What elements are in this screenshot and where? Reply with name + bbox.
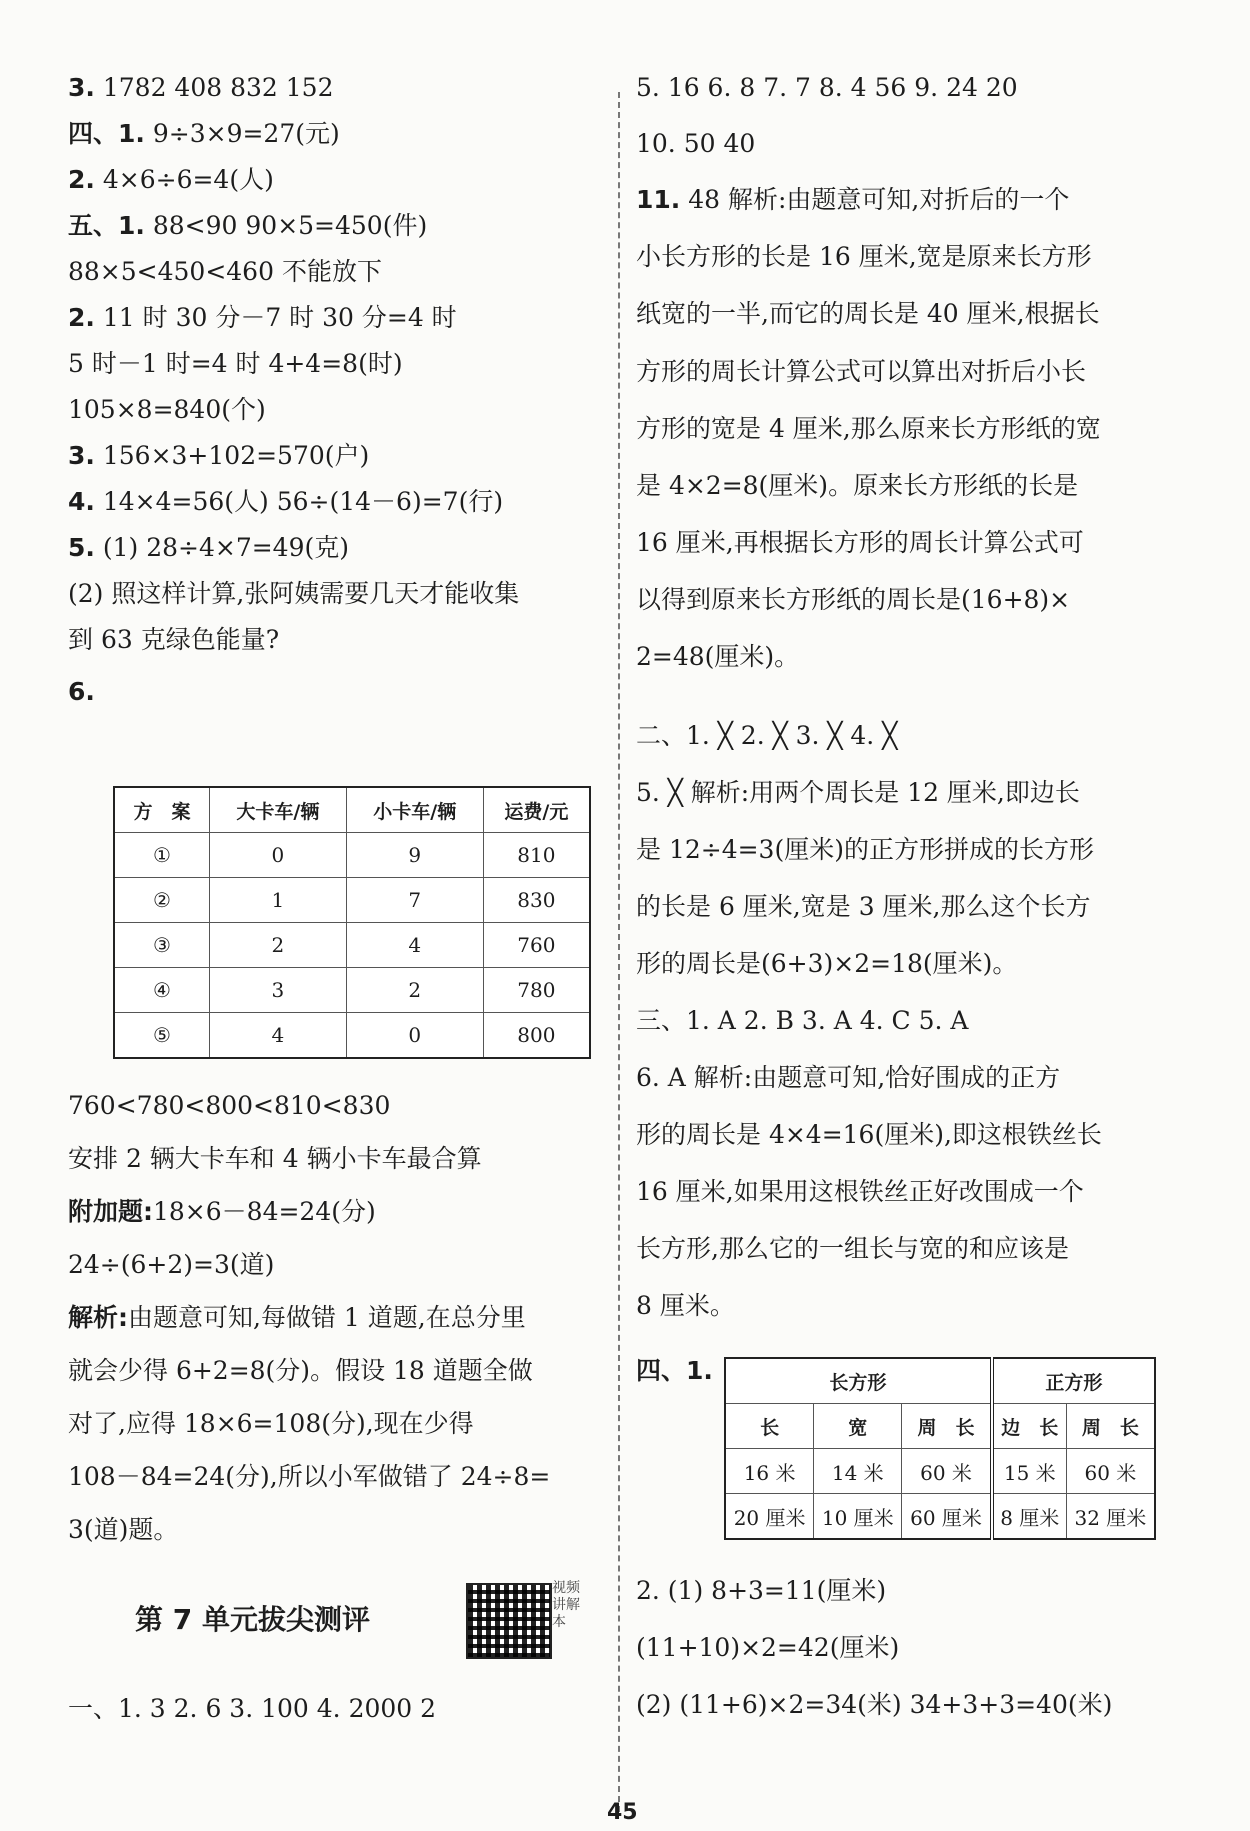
table-row — [114, 968, 590, 1013]
table-cell: 10 厘米 — [814, 1494, 902, 1540]
table-row — [114, 878, 590, 923]
table-cell: 830 — [483, 878, 590, 923]
answer-line: 形的周长是 4×4=16(厘米),即这根铁丝长 — [636, 1120, 1102, 1149]
table-cell: 16 米 — [725, 1449, 814, 1494]
table-cell: 14 米 — [814, 1449, 902, 1494]
table-cell: 800 — [483, 1013, 590, 1059]
table-cell: 1 — [209, 878, 346, 923]
table-cell: ④ — [114, 968, 209, 1013]
answer-line: 一、1. 3 2. 6 3. 100 4. 2000 2 — [68, 1694, 437, 1723]
shipping-plan-table — [113, 786, 591, 1059]
answer-line: 三、1. A 2. B 3. A 4. C 5. A — [636, 1006, 969, 1035]
table-cell: 0 — [346, 1013, 483, 1059]
rectangle-square-table — [724, 1357, 1156, 1540]
answer-line: 88×5<450<460 不能放下 — [68, 257, 382, 286]
answer-line: 105×8=840(个) — [68, 395, 266, 424]
answer-line: 安排 2 辆大卡车和 4 辆小卡车最合算 — [68, 1144, 482, 1173]
answer-line: 24÷(6+2)=3(道) — [68, 1250, 275, 1279]
answer-line: 五、1. 88<90 90×5=450(件) — [68, 211, 428, 240]
answer-line: 4. 14×4=56(人) 56÷(14－6)=7(行) — [68, 487, 504, 516]
table-row — [114, 1013, 590, 1059]
answer-line: 到 63 克绿色能量? — [68, 625, 280, 654]
answer-line: 四、1. 9÷3×9=27(元) — [68, 119, 340, 148]
table-cell: 9 — [346, 833, 483, 878]
table-cell: 4 — [346, 923, 483, 968]
answer-line: 2=48(厘米)。 — [636, 642, 800, 671]
table-cell: 4 — [209, 1013, 346, 1059]
answer-line: 5. ╳ 解析:用两个周长是 12 厘米,即边长 — [636, 778, 1080, 807]
answer-line: 8 厘米。 — [636, 1291, 735, 1320]
table-header-row — [725, 1358, 1155, 1404]
answer-line: 6. — [68, 677, 95, 706]
answer-line: 纸宽的一半,而它的周长是 40 厘米,根据长 — [636, 299, 1100, 328]
answer-line: (2) 照这样计算,张阿姨需要几天才能收集 — [68, 579, 520, 608]
table-cell: 3 — [209, 968, 346, 1013]
table-cell: 8 厘米 — [992, 1494, 1067, 1540]
table-row — [114, 833, 590, 878]
answer-line: 108－84=24(分),所以小军做错了 24÷8= — [68, 1462, 551, 1491]
qr-code-icon[interactable] — [466, 1583, 552, 1659]
answer-line: 方形的宽是 4 厘米,那么原来长方形纸的宽 — [636, 414, 1101, 443]
table-cell: 7 — [346, 878, 483, 923]
table-cell: 60 米 — [902, 1449, 992, 1494]
table-header: 大卡车/辆 — [209, 787, 346, 833]
answer-line: (2) (11+6)×2=34(米) 34+3+3=40(米) — [636, 1690, 1113, 1719]
qr-caption: 视频讲解本 — [552, 1580, 580, 1630]
answer-line: 对了,应得 18×6=108(分),现在少得 — [68, 1409, 474, 1438]
table-cell: 810 — [483, 833, 590, 878]
answer-line: 3. 1782 408 832 152 — [68, 73, 334, 102]
answer-line: 10. 50 40 — [636, 129, 756, 158]
answer-line: 3. 156×3+102=570(户) — [68, 441, 370, 470]
table-cell: ② — [114, 878, 209, 923]
answer-line: 附加题:18×6－84=24(分) — [68, 1197, 376, 1226]
answer-line: 3(道)题。 — [68, 1515, 179, 1544]
table-header-row — [114, 787, 590, 833]
answer-line: 形的周长是(6+3)×2=18(厘米)。 — [636, 949, 1018, 978]
answer-line: 16 厘米,如果用这根铁丝正好改围成一个 — [636, 1177, 1084, 1206]
answer-line: 2. 4×6÷6=4(人) — [68, 165, 274, 194]
table-header: 小卡车/辆 — [346, 787, 483, 833]
answer-line: 5 时－1 时=4 时 4+4=8(时) — [68, 349, 403, 378]
answer-line: 11. 48 解析:由题意可知,对折后的一个 — [636, 185, 1070, 214]
answer-line: 方形的周长计算公式可以算出对折后小长 — [636, 357, 1087, 386]
answer-line: 以得到原来长方形纸的周长是(16+8)× — [636, 585, 1071, 614]
answer-line: 二、1. ╳ 2. ╳ 3. ╳ 4. ╳ — [636, 721, 898, 750]
table-cell: ⑤ — [114, 1013, 209, 1059]
answer-line: 就会少得 6+2=8(分)。假设 18 道题全做 — [68, 1356, 533, 1385]
answer-line: 是 4×2=8(厘米)。原来长方形纸的长是 — [636, 471, 1079, 500]
table-group-header: 正方形 — [992, 1358, 1155, 1404]
answer-line: 5. 16 6. 8 7. 7 8. 4 56 9. 24 20 — [636, 73, 1018, 102]
table-cell: 2 — [346, 968, 483, 1013]
table-group-header: 长方形 — [725, 1358, 992, 1404]
table-cell: 2 — [209, 923, 346, 968]
answer-line: 解析:由题意可知,每做错 1 道题,在总分里 — [68, 1303, 526, 1332]
table-header: 周 长 — [1066, 1404, 1155, 1449]
table-header-row — [725, 1404, 1155, 1449]
table-cell: 780 — [483, 968, 590, 1013]
table-cell: 760 — [483, 923, 590, 968]
column-divider — [618, 92, 620, 1812]
table-cell: 32 厘米 — [1066, 1494, 1155, 1540]
answer-line: 小长方形的长是 16 厘米,宽是原来长方形 — [636, 242, 1092, 271]
table-cell: 15 米 — [992, 1449, 1067, 1494]
table-row — [114, 923, 590, 968]
table-cell: 60 厘米 — [902, 1494, 992, 1540]
table-header: 方 案 — [114, 787, 209, 833]
page-number: 45 — [607, 1800, 638, 1825]
answer-line: 是 12÷4=3(厘米)的正方形拼成的长方形 — [636, 835, 1094, 864]
answer-line: 6. A 解析:由题意可知,恰好围成的正方 — [636, 1063, 1061, 1092]
table-header: 长 — [725, 1404, 814, 1449]
answer-line: 2. 11 时 30 分－7 时 30 分=4 时 — [68, 303, 457, 332]
table-row — [725, 1449, 1155, 1494]
table-cell: 0 — [209, 833, 346, 878]
table-cell: ③ — [114, 923, 209, 968]
table-header: 边 长 — [992, 1404, 1067, 1449]
section-title: 第 7 单元拔尖测评 — [135, 1603, 370, 1636]
answer-line: 5. (1) 28÷4×7=49(克) — [68, 533, 350, 562]
answer-line: 的长是 6 厘米,宽是 3 厘米,那么这个长方 — [636, 892, 1091, 921]
table-cell: 20 厘米 — [725, 1494, 814, 1540]
answer-line: (11+10)×2=42(厘米) — [636, 1633, 900, 1662]
table-header: 周 长 — [902, 1404, 992, 1449]
table-cell: 60 米 — [1066, 1449, 1155, 1494]
table-row — [725, 1494, 1155, 1540]
table-header: 宽 — [814, 1404, 902, 1449]
answer-line: 760<780<800<810<830 — [68, 1091, 391, 1120]
answer-line: 长方形,那么它的一组长与宽的和应该是 — [636, 1234, 1069, 1263]
table-cell: ① — [114, 833, 209, 878]
answer-line: 四、1. — [636, 1356, 713, 1385]
table-header: 运费/元 — [483, 787, 590, 833]
answer-line: 2. (1) 8+3=11(厘米) — [636, 1576, 887, 1605]
answer-line: 16 厘米,再根据长方形的周长计算公式可 — [636, 528, 1084, 557]
